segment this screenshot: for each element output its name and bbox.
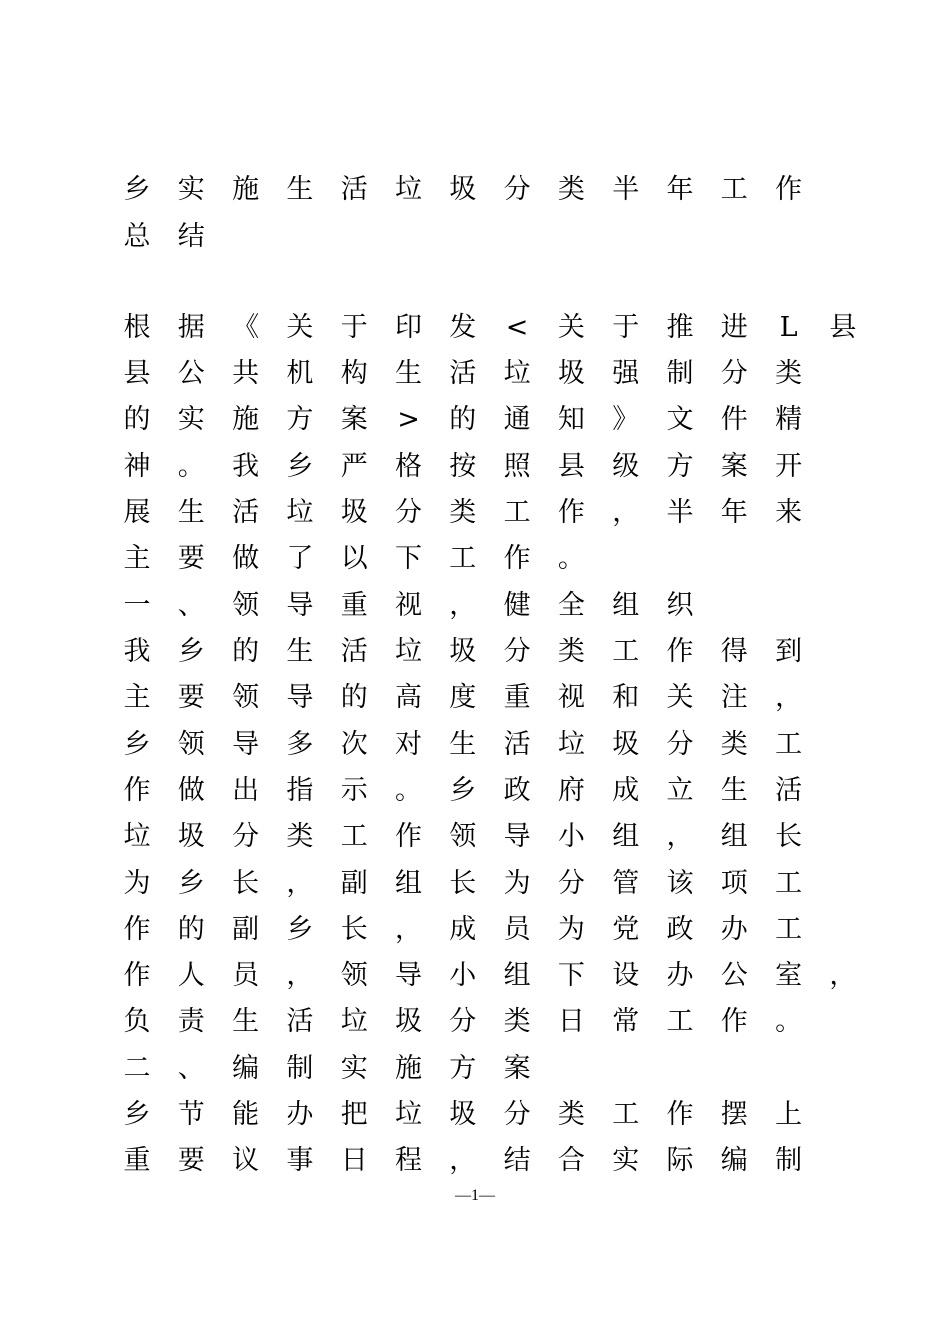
character: 工 bbox=[503, 497, 531, 528]
character: 工 bbox=[340, 821, 368, 852]
character: ， bbox=[612, 497, 640, 528]
character: 工 bbox=[666, 1006, 694, 1037]
character: 组 bbox=[395, 868, 422, 899]
character: 案 bbox=[340, 404, 368, 435]
character: 领 bbox=[449, 821, 477, 852]
character: 管 bbox=[612, 868, 640, 899]
character: 根 bbox=[123, 312, 151, 343]
character: 结 bbox=[177, 221, 205, 252]
character: 工 bbox=[612, 636, 640, 667]
character: 府 bbox=[557, 775, 585, 806]
page-number: —1— bbox=[455, 1187, 495, 1204]
character: 视 bbox=[557, 682, 585, 713]
character: 为 bbox=[557, 914, 585, 945]
character: 导 bbox=[286, 590, 314, 621]
character: 县 bbox=[557, 451, 585, 482]
character: 分 bbox=[666, 729, 694, 760]
character: 员 bbox=[503, 914, 531, 945]
character: 高 bbox=[395, 682, 422, 713]
character: 圾 bbox=[612, 729, 640, 760]
character: 类 bbox=[720, 729, 748, 760]
character: 成 bbox=[449, 914, 477, 945]
character: 乡 bbox=[286, 451, 314, 482]
character: 乡 bbox=[286, 914, 314, 945]
character: 。 bbox=[177, 451, 205, 482]
character: 于 bbox=[340, 312, 368, 343]
character: 作 bbox=[123, 775, 151, 806]
character: 圾 bbox=[557, 358, 585, 389]
character: 公 bbox=[720, 960, 748, 991]
character: 活 bbox=[449, 358, 477, 389]
character: 乡 bbox=[449, 775, 477, 806]
character: 印 bbox=[395, 312, 422, 343]
character: 活 bbox=[232, 497, 260, 528]
character: 件 bbox=[720, 404, 748, 435]
character: 活 bbox=[286, 1006, 314, 1037]
character: 施 bbox=[395, 1053, 422, 1084]
character: 关 bbox=[557, 312, 585, 343]
character: 发 bbox=[449, 312, 477, 343]
character: 机 bbox=[286, 358, 314, 389]
character: 室 bbox=[775, 960, 803, 991]
character: 半 bbox=[612, 174, 640, 205]
character: 导 bbox=[232, 729, 260, 760]
character: 得 bbox=[720, 636, 748, 667]
character: 作 bbox=[775, 174, 803, 205]
character: > bbox=[397, 404, 420, 435]
character: 垃 bbox=[503, 358, 531, 389]
character: 的 bbox=[123, 404, 151, 435]
character: 视 bbox=[395, 590, 422, 621]
character: 作 bbox=[720, 1006, 748, 1037]
character: 工 bbox=[775, 868, 803, 899]
character: 方 bbox=[449, 1053, 477, 1084]
character: 程 bbox=[395, 1145, 422, 1176]
character: 关 bbox=[666, 682, 694, 713]
character: 类 bbox=[775, 358, 803, 389]
character: 长 bbox=[775, 821, 803, 852]
character: 强 bbox=[612, 358, 640, 389]
character: 严 bbox=[340, 451, 368, 482]
character: 小 bbox=[557, 821, 585, 852]
character: 指 bbox=[286, 775, 314, 806]
character: 来 bbox=[775, 497, 803, 528]
character: 制 bbox=[666, 358, 694, 389]
character: 办 bbox=[286, 1099, 314, 1130]
character: 事 bbox=[286, 1145, 314, 1176]
character: 工 bbox=[449, 543, 477, 574]
character: 生 bbox=[286, 174, 314, 205]
character: 的 bbox=[449, 404, 477, 435]
character: 工 bbox=[775, 914, 803, 945]
character: ， bbox=[829, 960, 857, 991]
character: 合 bbox=[557, 1145, 585, 1176]
character: 组 bbox=[720, 821, 748, 852]
character: 垃 bbox=[395, 636, 422, 667]
character: 的 bbox=[232, 636, 260, 667]
character: 为 bbox=[503, 868, 531, 899]
character: 人 bbox=[177, 960, 205, 991]
character: 作 bbox=[557, 497, 585, 528]
character: 乡 bbox=[177, 868, 205, 899]
character: 到 bbox=[775, 636, 803, 667]
character: 次 bbox=[340, 729, 368, 760]
character: 为 bbox=[123, 868, 151, 899]
character: 生 bbox=[286, 636, 314, 667]
character: 、 bbox=[177, 1053, 205, 1084]
character: 做 bbox=[177, 775, 205, 806]
character: 编 bbox=[232, 1053, 260, 1084]
character: 格 bbox=[395, 451, 422, 482]
character: 生 bbox=[395, 358, 422, 389]
character: 导 bbox=[286, 682, 314, 713]
character: 要 bbox=[177, 682, 205, 713]
character: 案 bbox=[503, 1053, 531, 1084]
character: 圾 bbox=[395, 1006, 422, 1037]
character: 上 bbox=[775, 1099, 803, 1130]
character: 、 bbox=[177, 590, 205, 621]
character: 年 bbox=[720, 497, 748, 528]
character: 组 bbox=[503, 960, 531, 991]
character: 分 bbox=[503, 636, 531, 667]
character: 政 bbox=[503, 775, 531, 806]
character: 出 bbox=[232, 775, 260, 806]
character: 该 bbox=[666, 868, 694, 899]
character: 分 bbox=[557, 868, 585, 899]
character: 长 bbox=[232, 868, 260, 899]
character: 重 bbox=[340, 590, 368, 621]
character: 政 bbox=[666, 914, 694, 945]
character: 长 bbox=[340, 914, 368, 945]
character: 组 bbox=[612, 821, 640, 852]
character: 主 bbox=[123, 543, 151, 574]
character: 关 bbox=[286, 312, 314, 343]
character: 多 bbox=[286, 729, 314, 760]
character: 生 bbox=[449, 729, 477, 760]
character: 示 bbox=[340, 775, 368, 806]
character: 能 bbox=[232, 1099, 260, 1130]
character: 活 bbox=[503, 729, 531, 760]
character: 节 bbox=[177, 1099, 205, 1130]
character: 导 bbox=[395, 960, 422, 991]
character: 党 bbox=[612, 914, 640, 945]
character: 长 bbox=[449, 868, 477, 899]
character: 垃 bbox=[123, 821, 151, 852]
character: 按 bbox=[449, 451, 477, 482]
character: 一 bbox=[123, 590, 151, 621]
character: 作 bbox=[666, 636, 694, 667]
character: 副 bbox=[232, 914, 260, 945]
character: 案 bbox=[720, 451, 748, 482]
character: 圾 bbox=[449, 174, 477, 205]
character: 类 bbox=[286, 821, 314, 852]
character: 健 bbox=[503, 590, 531, 621]
character: 《 bbox=[232, 312, 260, 343]
character: 圾 bbox=[449, 636, 477, 667]
character: 度 bbox=[449, 682, 477, 713]
character: 组 bbox=[612, 590, 640, 621]
character: 推 bbox=[666, 312, 694, 343]
character: 。 bbox=[395, 775, 422, 806]
character: 主 bbox=[123, 682, 151, 713]
character: 议 bbox=[232, 1145, 260, 1176]
character: 开 bbox=[775, 451, 803, 482]
character: 办 bbox=[720, 914, 748, 945]
character: ， bbox=[286, 960, 314, 991]
character: 日 bbox=[557, 1006, 585, 1037]
character: 垃 bbox=[557, 729, 585, 760]
character: 总 bbox=[123, 221, 151, 252]
character: 年 bbox=[666, 174, 694, 205]
character: 生 bbox=[177, 497, 205, 528]
character: 制 bbox=[286, 1053, 314, 1084]
character: 作 bbox=[123, 914, 151, 945]
character: 作 bbox=[666, 1099, 694, 1130]
character: 文 bbox=[666, 404, 694, 435]
character: 实 bbox=[612, 1145, 640, 1176]
character: 作 bbox=[123, 960, 151, 991]
character: 分 bbox=[720, 358, 748, 389]
character: 展 bbox=[123, 497, 151, 528]
character: 实 bbox=[177, 174, 205, 205]
character: 乡 bbox=[123, 1099, 151, 1130]
character: 活 bbox=[775, 775, 803, 806]
character: 分 bbox=[503, 1099, 531, 1130]
character: 领 bbox=[177, 729, 205, 760]
character: 以 bbox=[340, 543, 368, 574]
character: 注 bbox=[720, 682, 748, 713]
character: 进 bbox=[720, 312, 748, 343]
character: 活 bbox=[340, 174, 368, 205]
character: ， bbox=[395, 914, 422, 945]
character: 级 bbox=[612, 451, 640, 482]
character: 县 bbox=[123, 358, 151, 389]
character: 责 bbox=[177, 1006, 205, 1037]
character: 重 bbox=[123, 1145, 151, 1176]
character: < bbox=[505, 312, 529, 343]
character: 际 bbox=[666, 1145, 694, 1176]
character: 分 bbox=[395, 497, 422, 528]
character: 活 bbox=[340, 636, 368, 667]
character: 乡 bbox=[123, 729, 151, 760]
character: 项 bbox=[720, 868, 748, 899]
character: 实 bbox=[340, 1053, 368, 1084]
character: 通 bbox=[503, 404, 531, 435]
character: 对 bbox=[395, 729, 422, 760]
character: 的 bbox=[340, 682, 368, 713]
character: 垃 bbox=[340, 1006, 368, 1037]
character: 工 bbox=[775, 729, 803, 760]
character: 分 bbox=[232, 821, 260, 852]
character: 立 bbox=[666, 775, 694, 806]
character: 分 bbox=[503, 174, 531, 205]
character: 垃 bbox=[286, 497, 314, 528]
character: 领 bbox=[232, 590, 260, 621]
character: 了 bbox=[286, 543, 314, 574]
character: ， bbox=[666, 821, 694, 852]
character: 精 bbox=[775, 404, 803, 435]
character: 神 bbox=[123, 451, 151, 482]
character: 公 bbox=[177, 358, 205, 389]
character: 我 bbox=[123, 636, 151, 667]
character: 设 bbox=[612, 960, 640, 991]
character: 下 bbox=[395, 543, 422, 574]
character: 类 bbox=[449, 497, 477, 528]
character: 据 bbox=[177, 312, 205, 343]
character: 类 bbox=[503, 1006, 531, 1037]
character: 要 bbox=[177, 1145, 205, 1176]
character: 乡 bbox=[123, 174, 151, 205]
character: 县 bbox=[829, 312, 857, 343]
character: 小 bbox=[449, 960, 477, 991]
character: 下 bbox=[557, 960, 585, 991]
character: 全 bbox=[557, 590, 585, 621]
character: 常 bbox=[612, 1006, 640, 1037]
character: 类 bbox=[557, 1099, 585, 1130]
character: 日 bbox=[340, 1145, 368, 1176]
character: 》 bbox=[612, 404, 640, 435]
character: 负 bbox=[123, 1006, 151, 1037]
character: 的 bbox=[177, 914, 205, 945]
character: 工 bbox=[720, 174, 748, 205]
character: 生 bbox=[720, 775, 748, 806]
character: 领 bbox=[232, 682, 260, 713]
character: 摆 bbox=[720, 1099, 748, 1130]
character: 半 bbox=[666, 497, 694, 528]
character: 和 bbox=[612, 682, 640, 713]
character: 领 bbox=[340, 960, 368, 991]
character: 方 bbox=[286, 404, 314, 435]
character: L bbox=[779, 312, 798, 343]
character: 重 bbox=[503, 682, 531, 713]
character: 把 bbox=[340, 1099, 368, 1130]
character: 垃 bbox=[395, 1099, 422, 1130]
character: 要 bbox=[177, 543, 205, 574]
character: 圾 bbox=[340, 497, 368, 528]
character: 垃 bbox=[395, 174, 422, 205]
character: 工 bbox=[612, 1099, 640, 1130]
character: 。 bbox=[775, 1006, 803, 1037]
character: 知 bbox=[557, 404, 585, 435]
character: 编 bbox=[720, 1145, 748, 1176]
character: 圾 bbox=[177, 821, 205, 852]
character: 员 bbox=[232, 960, 260, 991]
character: 于 bbox=[612, 312, 640, 343]
character: 圾 bbox=[449, 1099, 477, 1130]
character: ， bbox=[449, 1145, 477, 1176]
character: 共 bbox=[232, 358, 260, 389]
character: 织 bbox=[666, 590, 694, 621]
character: 类 bbox=[557, 636, 585, 667]
character: 成 bbox=[612, 775, 640, 806]
character: ， bbox=[286, 868, 314, 899]
character: ， bbox=[775, 682, 803, 713]
character: 乡 bbox=[177, 636, 205, 667]
character: 办 bbox=[666, 960, 694, 991]
character: 作 bbox=[503, 543, 531, 574]
character: 副 bbox=[340, 868, 368, 899]
character: 。 bbox=[557, 543, 585, 574]
character: 做 bbox=[232, 543, 260, 574]
character: 我 bbox=[232, 451, 260, 482]
character: 类 bbox=[557, 174, 585, 205]
character: 照 bbox=[503, 451, 531, 482]
character: 实 bbox=[177, 404, 205, 435]
character: 分 bbox=[449, 1006, 477, 1037]
character: ， bbox=[449, 590, 477, 621]
character: 结 bbox=[503, 1145, 531, 1176]
character: 作 bbox=[395, 821, 422, 852]
character: 施 bbox=[232, 174, 260, 205]
character: 制 bbox=[775, 1145, 803, 1176]
character: 构 bbox=[340, 358, 368, 389]
character: 生 bbox=[232, 1006, 260, 1037]
character: 二 bbox=[123, 1053, 151, 1084]
character: 方 bbox=[666, 451, 694, 482]
character: 导 bbox=[503, 821, 531, 852]
character: 施 bbox=[232, 404, 260, 435]
